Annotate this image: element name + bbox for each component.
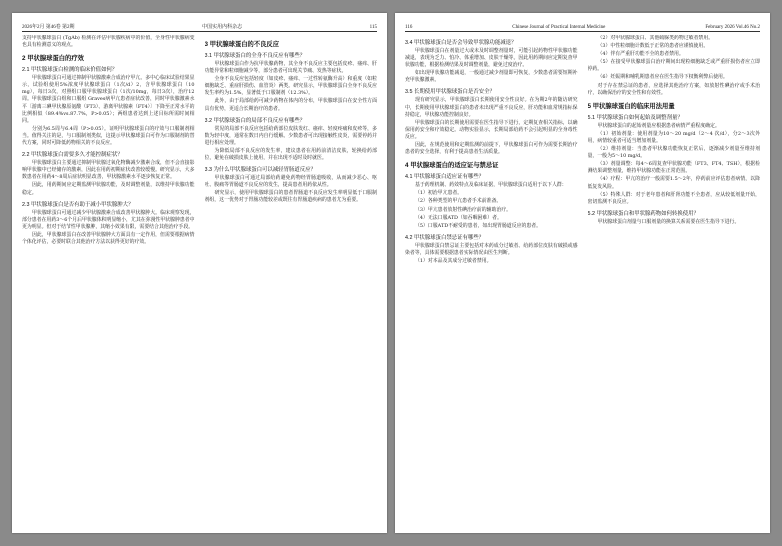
paragraph: （1）初治甲亢患者。 (415, 190, 463, 197)
column-right (588, 35, 761, 525)
section-heading: 5 甲状腺球蛋白的临床用法用量 (587, 102, 675, 110)
paragraph: （3）剂量调整：每4～6周复查甲状腺功能（FT3、FT4、TSH），根据检测结果调整剂量，维持甲状腺功能在正常范围。 (587, 161, 760, 175)
header-page-number: 116 (405, 25, 413, 30)
paragraph: （2）各种类型的甲亢患者手术前准备。 (415, 198, 502, 205)
paragraph: 为降低局部不良反应的发生率，建议患者在用药前清洁皮肤，轮换给药部位，避免在破损皮肤上使用，并在出现不适时及时就医。 (204, 147, 377, 162)
paragraph: （3）甲亢患者放射性碘治疗前的辅助治疗。 (415, 206, 512, 213)
section-heading: 2 甲状腺球蛋白的疗效 (22, 55, 84, 63)
paragraph: 研究显示，使用甲状腺球蛋白的患者胃肠道不良反应发生率明显低于口服制剂组，这一优势对于胃肠功能较差或既往有胃肠道疾病的患者尤为重要。 (204, 190, 377, 204)
paragraph: （1）对本品及其成分过敏者禁用。 (415, 257, 492, 264)
paragraph: 甲状腺球蛋白的长期使用需要在医生指导下进行，定期复查相关指标，以确保用药安全和疗效稳定。动物实验显示，长期局部给药不会引起明显的全身毒性反应。 (405, 119, 578, 140)
paragraph: 如出现甲状腺功能减退，一般通过减少剂量即可恢复，少数患者需要短期补充甲状腺激素。 (405, 70, 578, 84)
paragraph: 甲状腺球蛋白可通过局部给药避免药物经胃肠道吸收，从而减少恶心、呕吐、腹痛等胃肠道不良反应的发生，提高患者用药依从性。 (204, 175, 377, 189)
paragraph: 甲状腺球蛋白剂量与口服剂量的换算关系需要在医生指导下进行。 (597, 218, 740, 225)
subsection-heading: 2.1 甲状腺球蛋白检测的临床价值如何？ (22, 67, 118, 74)
column-left (405, 35, 578, 525)
paragraph: （2）对甲状腺球蛋白、其他硫脲类药物过敏者禁用。 (597, 35, 714, 41)
paragraph: （4）伴有严重肝功能不全的患者禁用。 (597, 51, 684, 58)
section-heading: 3 甲状腺球蛋白的不良反应 (204, 41, 280, 48)
subsection-heading: 3.5 长期使用甲状腺球蛋白是否安全？ (405, 89, 495, 96)
page-header (405, 21, 760, 32)
paragraph: （2）维持剂量：当患者甲状腺功能恢复正常后，逐渐减少剂量至维持剂量，一般为5～10 mg/d。 (587, 146, 760, 160)
paragraph: 对于存在禁忌证的患者，应选择其他治疗方案，如放射性碘治疗或手术治疗，以确保治疗的安全性和有效性。 (587, 82, 760, 96)
text-columns (22, 35, 377, 525)
paragraph: （4）无法口服ATD（如吞咽困难）者。 (415, 214, 502, 221)
left-page (12, 13, 387, 533)
paragraph: 甲状腺球蛋白作为抗甲状腺药物，其全身不良反应主要包括皮疹、瘙痒、肝功能异常和粒细胞减少等，部分患者可出现关节痛、发热等症状。 (204, 61, 377, 75)
paragraph: 因此，在规范使用和定期监测的前提下，甲状腺球蛋白可作为需要长期治疗患者的安全选择，有利于提高患者生活质量。 (405, 142, 578, 156)
paragraph: （5）口服ATD不耐受的患者，如出现胃肠道反应的患者。 (415, 222, 542, 229)
header-date-volume: February 2026 Vol.46 No.2 (705, 25, 760, 30)
paragraph: 甲状腺球蛋白在剂量过大或未及时调整剂量时，可能引起药物性甲状腺功能减退，表现为乏力、怕冷、体重增加、皮肤干燥等。因此用药期间应定期复查甲状腺功能，根据检测结果及时调整剂量，避免过度治疗。 (405, 48, 578, 69)
section-heading: 4 甲状腺球蛋白的适应证与禁忌证 (405, 162, 499, 170)
paragraph: 此外，由于局部给药可减少药物在体内的分布，甲状腺球蛋白在安全性方面具有优势，更适合长期治疗的患者。 (204, 98, 377, 112)
header-page-number: 115 (369, 25, 377, 30)
header-journal: 中国实用内科杂志 (202, 25, 243, 30)
right-page (395, 13, 770, 533)
subsection-heading: 5.2 甲状腺球蛋白和甲状腺药物如何转换使用？ (587, 210, 699, 217)
paragraph: 现有研究显示，甲状腺球蛋白长期使用安全性良好。在为期2年的随访研究中，长期使用甲状腺球蛋白的患者未出现严重不良反应，肝功能和血常规指标保持稳定，甲状腺功能控制良好。 (405, 97, 578, 118)
subsection-heading: 4.2 甲状腺球蛋白禁忌证有哪些？ (405, 234, 485, 241)
subsection-heading: 3.2 甲状腺球蛋白的局部不良反应有哪些？ (204, 117, 306, 124)
page-header (22, 21, 377, 32)
paragraph: 甲状腺球蛋白主要通过抑制甲状腺过氧化物酶减少激素合成，但不会直接影响甲状腺中已经储存的激素，因此在用药初期症状改善较缓慢。研究显示，大多数患者在用药4～8周后症状明显改善，甲状腺激素水平逐步恢复正常。 (22, 160, 195, 181)
paragraph: 分别为6.5周与6.4周（P>0.05）。证明甲状腺球蛋白的疗效与口服制剂相当。值得关注的是，与口服制剂类似，这提示甲状腺球蛋白可作为口服制剂的替代方案，同时可降低药物相关的不良反应。 (22, 125, 195, 147)
paragraph: 全身不良反应包括轻度（如皮疹、瘙痒、一过性转氨酶升高）和重度（如粒细胞缺乏、重症肝损伤、血管炎）两类。研究显示，甲状腺球蛋白全身不良反应发生率约为1.5%，显著低于口服制剂（12.3%）。 (204, 76, 377, 97)
paragraph: 甲状腺球蛋白的起始剂量应根据患者病情严重程度确定。 (597, 122, 720, 129)
paragraph: 甲状腺球蛋白可通过减少甲状腺激素合成改善甲状腺肿大。临床观察发现，部分患者在用药3～6个月后甲状腺体积明显缩小，尤其在弥漫性甲状腺肿患者中更为明显。但对于结节性甲状腺肿，其缩小效果有限，需要结合其他治疗手段。 (22, 209, 195, 230)
paragraph: 因此，甲状腺球蛋白在改善甲状腺肿大方面具有一定作用，但需要根据病情个体化评估，必要时联合其他治疗方法以获得更好的疗效。 (22, 231, 195, 245)
subsection-heading: 2.2 甲状腺球蛋白需要多久才能控制症状？ (22, 152, 123, 159)
subsection-heading: 4.1 甲状腺球蛋白适应证有哪些？ (405, 174, 485, 181)
paragraph: （1）初始剂量：使用剂量为10～20 mg/d（2～4 次/d），分2～3次外用，病情较重者可适当增加剂量。 (587, 130, 760, 144)
header-left: 2026年2月 第46卷 第2期 (22, 25, 75, 30)
paragraph: （3）中性粒细胞计数低于正常的患者应谨慎使用。 (597, 43, 709, 50)
paragraph: 基于药理机制、药效特点及临床证据，甲状腺球蛋白适用于以下人群： (415, 182, 567, 189)
paragraph: 甲状腺球蛋白禁忌证主要包括对本药成分过敏者、给药部位皮肤有破损或感染者等，具体需要根据患者实际情况由医生判断。 (405, 242, 578, 256)
paragraph: （6）妊娠期和哺乳期患者应在医生指导下权衡利弊后使用。 (597, 74, 728, 81)
column-left (22, 35, 195, 525)
text-columns (405, 35, 760, 525)
subsection-heading: 3.4 甲状腺球蛋白是否会导致甲状腺功能减退？ (405, 40, 517, 46)
paragraph: 甲状腺球蛋白可通过抑制甲状腺激素合成治疗甲亢。多中心临床试验结果显示，试验组使用5%浓度甲状腺球蛋白（1次/d）2，含甲状腺球蛋白（10 mg），每日3次，对照组口服甲状腺球蛋白（1次/10mg，每日3次），治疗12周。甲状腺球蛋白组和口服组 Graves病甲亢患者症状改善，同时甲状腺激素水平〔游离三碘甲状腺原氨酸（FT3）、游离甲状腺素（FT4）〕下降至正常水平的比例相似（89.4%vs.87.7%，P>0.05）；两组患者达到上述目标所需时间相同。 (22, 75, 195, 124)
subsection-heading: 3.3 为什么甲状腺球蛋白可以减轻胃肠道反应？ (204, 167, 316, 174)
paragraph: （5）特殊人群：对于老年患者和肝肾功能不全患者，应从较低剂量开始，密切监测不良反应。 (587, 191, 760, 205)
paragraph: 因此，用药期间应定期监测甲状腺功能，及时调整剂量，以维持甲状腺功能稳定。 (22, 182, 195, 196)
subsection-heading: 3.1 甲状腺球蛋白的全身不良反应有哪些？ (204, 53, 306, 59)
paragraph: （5）在接受甲状腺球蛋白治疗期间出现粒细胞缺乏或严重肝损伤者应立即停药。 (587, 59, 760, 73)
subsection-heading: 5.1 甲状腺球蛋白如何起始及调整剂量？ (587, 114, 683, 121)
paragraph: 支持甲状腺球蛋白 (TgAb) 检测在评估甲状腺疾病中的价值，全身性甲状腺病变也具有检测意义的观点。 (22, 35, 195, 49)
header-journal: Chinese Journal of Practical Internal Medicine (512, 25, 606, 30)
paragraph: 常见的局部不良反应包括给药部位皮肤发红、瘙痒、轻度疼痛和皮疹等，多数为轻中度，通常在数日内自行缓解。少数患者可出现接触性皮炎，需要停药并进行相应处理。 (204, 125, 377, 146)
column-right (205, 35, 378, 525)
subsection-heading: 2.3 甲状腺球蛋白是否有助于减小甲状腺肿大？ (22, 201, 134, 208)
paragraph: （4）疗程：甲亢的治疗一般需要1.5～2年，停药前应评估患者病情，以降低复发风险。 (587, 176, 760, 190)
